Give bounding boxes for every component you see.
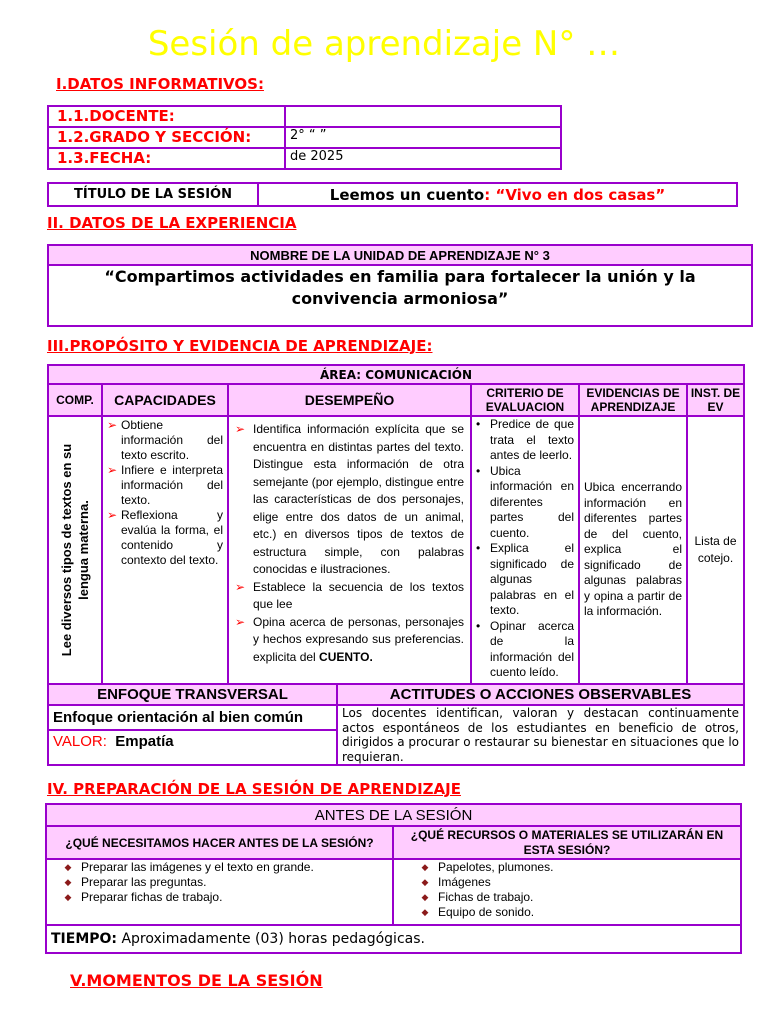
arrow-right-icon: ➢ (107, 418, 118, 432)
preparation-table (45, 803, 742, 954)
criterio-cell (471, 416, 579, 684)
list-item: ◆ Preparar las imágenes y el texto en grande. (61, 860, 392, 875)
session-title-value (258, 183, 737, 206)
desempeno-item: ➢ Opina acerca de personas, personajes y hechos expresando sus preferencias. explicita del CUENTO. (235, 614, 464, 664)
list-item: ◆ Fichas de trabajo. (418, 890, 740, 905)
fecha-value: de 2025 (285, 148, 561, 169)
info-table (47, 105, 562, 170)
time-label: TIEMPO: (51, 931, 118, 947)
desempeno-item: ➢ Establece la secuencia de los textos que lee (235, 579, 464, 611)
diamond-marker-icon: ◆ (64, 862, 72, 872)
diamond-marker-icon: ◆ (421, 892, 429, 902)
section-heading-momentos: V.MOMENTOS DE LA SESIÓN (70, 971, 323, 990)
capacidad-item: ➢ Infiere e interpreta información del texto. (107, 463, 223, 507)
list-item: ◆ Papelotes, plumones. (418, 860, 740, 875)
time-row (46, 925, 741, 953)
arrow-right-icon: ➢ (235, 422, 246, 436)
header-comp: COMP. (48, 384, 102, 416)
section-heading-proposito: III.PROPÓSITO Y EVIDENCIA DE APRENDIZAJE: (47, 337, 433, 355)
desempeno-item: ➢ Identifica información explícita que se encuentra en distintas partes del texto. Distingue esta información de otra semejante (por ejemplo, distingue entre las características de dos personajes, elige entre dos datos de un animal, etc.) en diversos tipos de textos de estructura simple, con palabras conocidas e ilustraciones. (235, 422, 464, 576)
unit-header: NOMBRE DE LA UNIDAD DE APRENDIZAJE N° 3 (48, 245, 752, 265)
actitudes-text: Los docentes identifican, valoran y destacan continuamente actos espontáneos de los estudiantes en beneficio de otros, dirigidos a procurar o restaurar su bienestar en situaciones que lo requieran. (337, 705, 744, 765)
diamond-marker-icon: ◆ (421, 877, 429, 887)
transversal-header-left: ENFOQUE TRANSVERSAL (48, 684, 337, 705)
docente-label: 1.1.DOCENTE: (48, 106, 285, 127)
page-title: Sesión de aprendizaje N° … (147, 24, 621, 64)
preparation-header: ANTES DE LA SESIÓN (46, 804, 741, 826)
unit-table (47, 244, 753, 327)
section-heading-preparacion: IV. PREPARACIÓN DE LA SESIÓN DE APRENDIZAJE (47, 780, 461, 798)
session-title-story: : “Vivo en dos casas” (484, 185, 666, 204)
list-item: ◆ Preparar las preguntas. (61, 875, 392, 890)
arrow-right-icon: ➢ (107, 463, 118, 477)
list-item: ◆ Imágenes (418, 875, 740, 890)
diamond-marker-icon: ◆ (64, 892, 72, 902)
preparation-left-list (46, 859, 393, 925)
fecha-label: 1.3.FECHA: (48, 148, 285, 169)
transversal-header-right: ACTITUDES O ACCIONES OBSERVABLES (337, 684, 744, 705)
enfoque-value: Enfoque orientación al bien común (48, 705, 337, 730)
section-heading-experiencia: II. DATOS DE LA EXPERIENCIA (47, 214, 297, 232)
unit-name: “Compartimos actividades en familia para fortalecer la unión y la convivencia armoniosa” (48, 265, 752, 326)
session-title-main: Leemos un cuento (329, 185, 485, 204)
valor-value: Empatía (115, 732, 174, 750)
diamond-marker-icon: ◆ (421, 862, 429, 872)
capacidad-item: ➢ Obtiene información del texto escrito. (107, 418, 223, 462)
transversal-table (47, 683, 745, 766)
criterio-item: • Predice de que trata el texto antes de leerlo. (476, 417, 574, 462)
arrow-right-icon: ➢ (235, 579, 246, 594)
purpose-table (47, 364, 745, 685)
competencia-text: Lee diversos tipos de textos en su lengua materna. (59, 443, 91, 657)
session-title-table (47, 182, 738, 207)
grado-value: 2° “ ” (285, 127, 561, 148)
arrow-right-icon: ➢ (235, 614, 246, 629)
desempeno-cell (228, 416, 471, 684)
competencia-cell (48, 416, 102, 684)
arrow-right-icon: ➢ (107, 508, 118, 522)
section-heading-datos: I.DATOS INFORMATIVOS: (56, 75, 264, 93)
header-desempeno: DESEMPEÑO (228, 384, 471, 416)
criterio-item: • Ubica información en diferentes partes del cuento. (476, 463, 574, 540)
instrumento-cell: Lista de cotejo. (687, 416, 744, 684)
valor-row (48, 730, 337, 765)
header-capacidades: CAPACIDADES (102, 384, 228, 416)
session-title-label: TÍTULO DE LA SESIÓN (48, 183, 258, 206)
preparation-col-right: ¿QUÉ RECURSOS O MATERIALES SE UTILIZARÁN EN ESTA SESIÓN? (393, 826, 741, 859)
time-value: Aproximadamente (03) horas pedagógicas. (117, 931, 425, 947)
evidencia-cell: Ubica encerrando información en diferentes partes de del cuento, explica el significado de algunas palabras y opina a partir de la información. (579, 416, 687, 684)
docente-value (285, 106, 561, 127)
preparation-col-left: ¿QUÉ NECESITAMOS HACER ANTES DE LA SESIÓN? (46, 826, 393, 859)
area-header: ÁREA: COMUNICACIÓN (48, 365, 744, 384)
header-criterio: CRITERIO DE EVALUACION (471, 384, 579, 416)
diamond-marker-icon: ◆ (64, 877, 72, 887)
header-inst: INST. DE EV (687, 384, 744, 416)
valor-label: VALOR: (53, 732, 107, 750)
preparation-right-list (393, 859, 741, 925)
criterio-item: • Explica el significado de algunas palabras en el texto. (476, 541, 574, 617)
criterio-item: • Opinar acerca de la información del cuento leído. (476, 618, 574, 679)
list-item: ◆ Equipo de sonido. (418, 905, 740, 920)
grado-label: 1.2.GRADO Y SECCIÓN: (48, 127, 285, 148)
list-item: ◆ Preparar fichas de trabajo. (61, 890, 392, 905)
header-evidencias: EVIDENCIAS DE APRENDIZAJE (579, 384, 687, 416)
capacidad-item: ➢ Reflexiona y evalúa la forma, el contenido y contexto del texto. (107, 508, 223, 567)
capacidades-cell (102, 416, 228, 684)
diamond-marker-icon: ◆ (421, 907, 429, 917)
